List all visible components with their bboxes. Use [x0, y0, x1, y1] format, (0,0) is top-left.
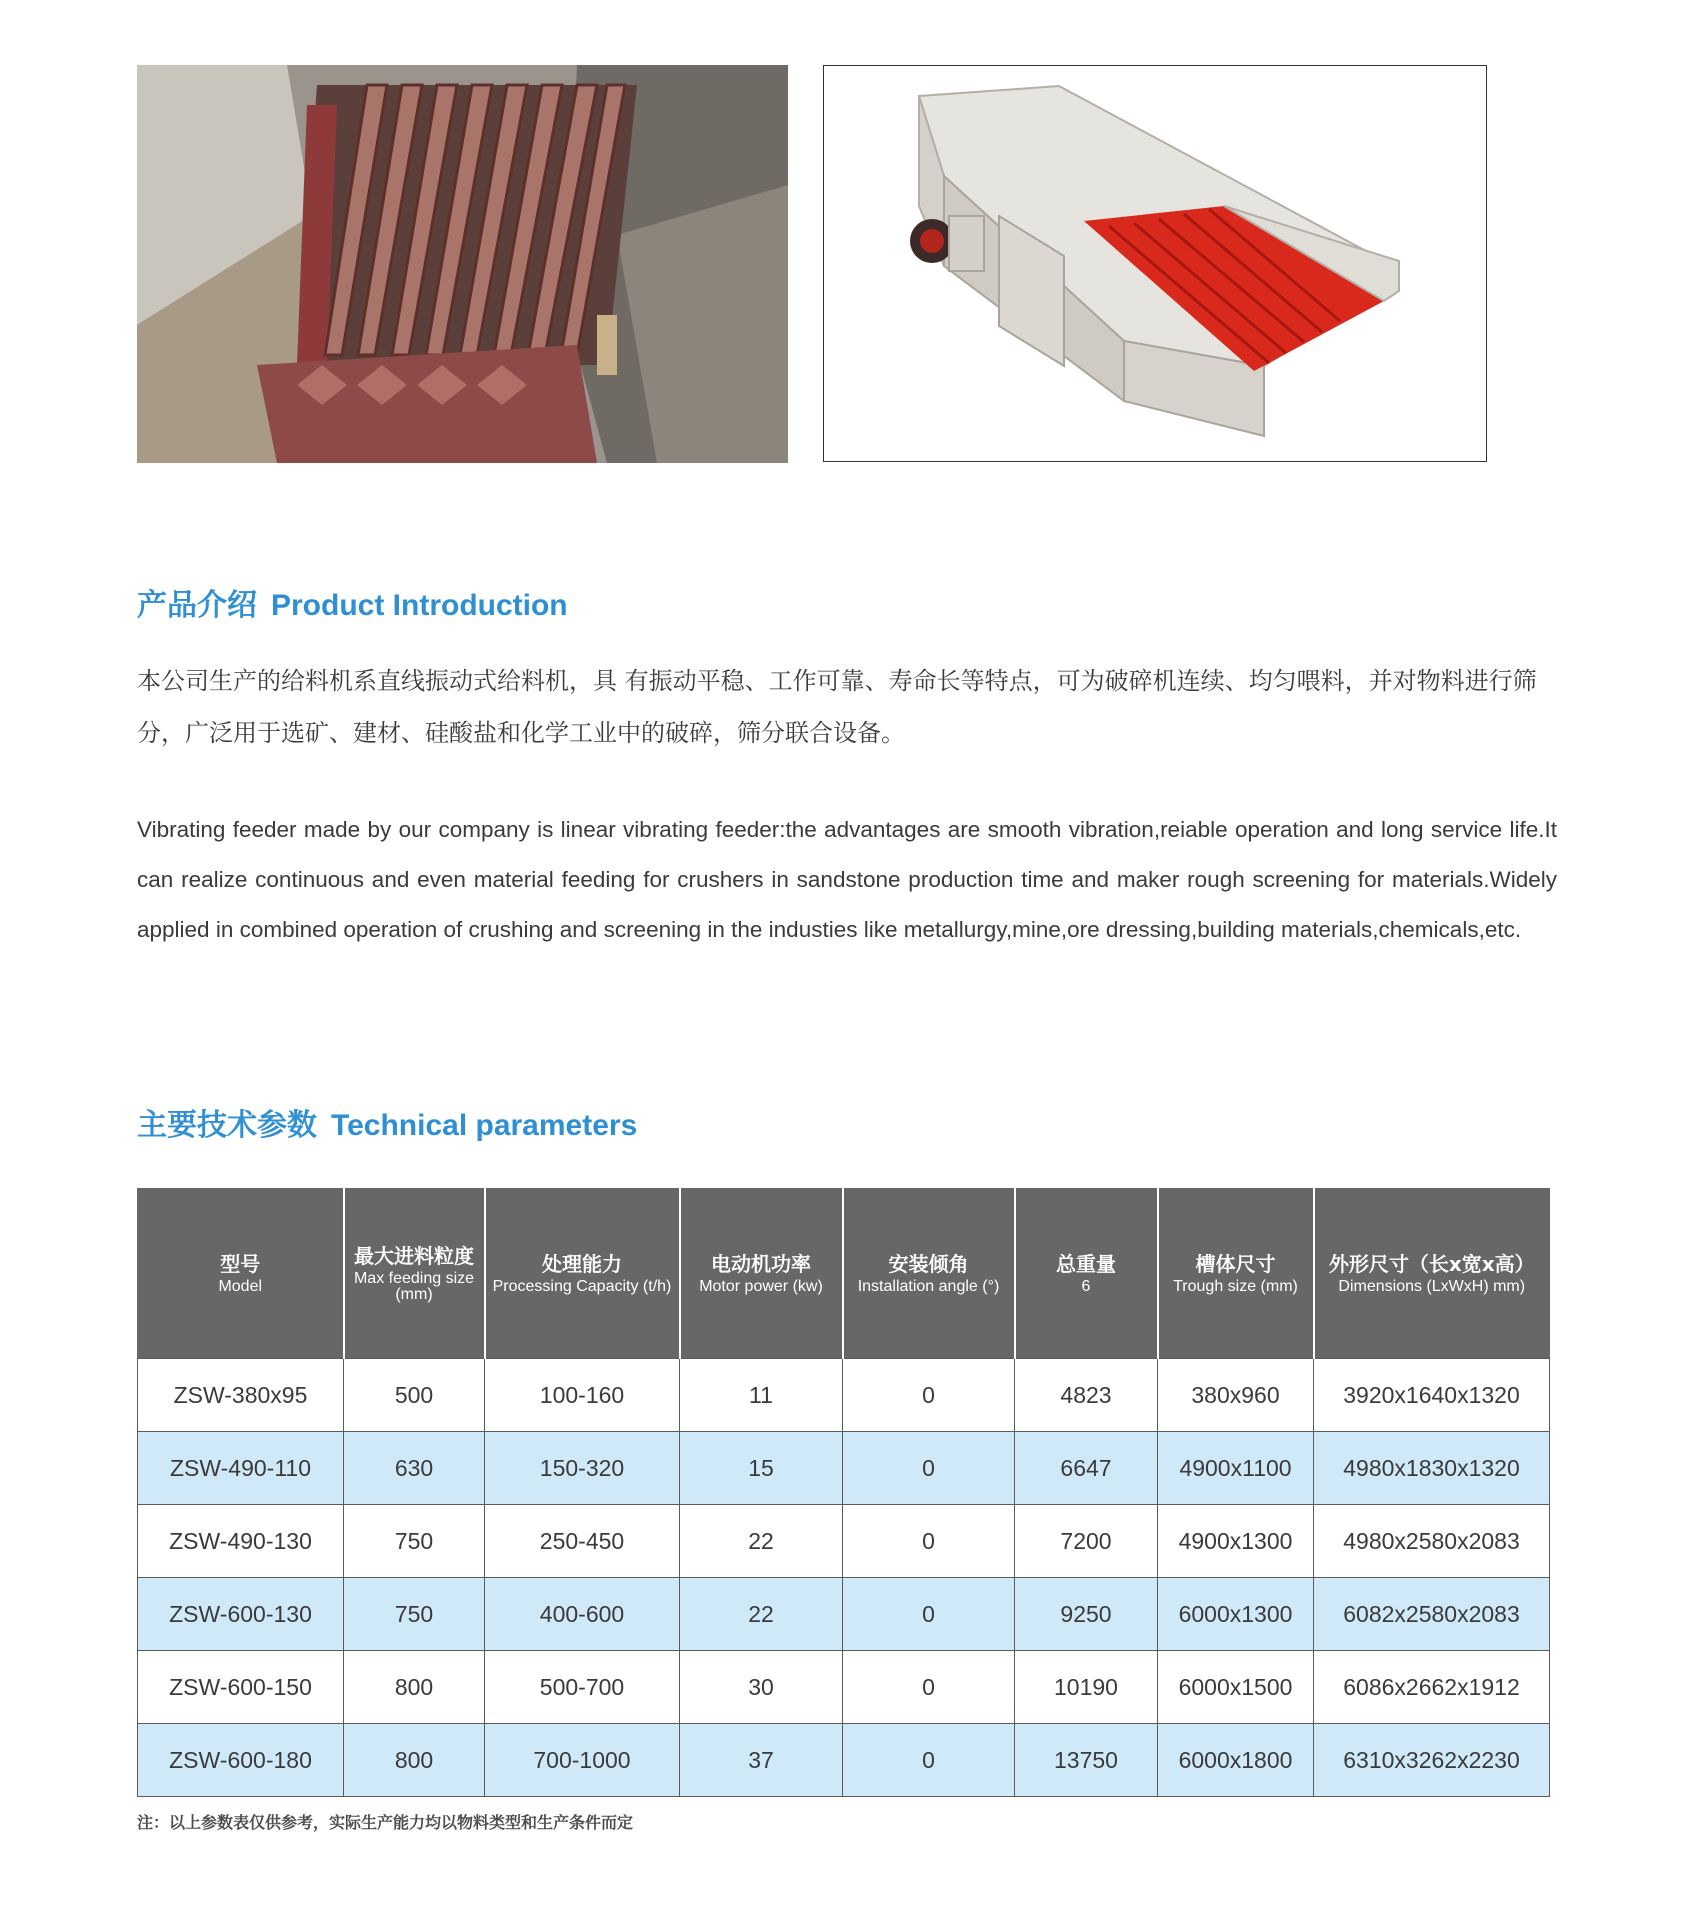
table-row [138, 1651, 1550, 1724]
cell-capacity: 150-320 [485, 1432, 680, 1505]
header-max-feeding-size-en: Max feeding size (mm) [353, 1270, 475, 1303]
cell-model: ZSW-600-150 [138, 1651, 344, 1724]
cell-total-weight: 10190 [1015, 1651, 1158, 1724]
cell-installation-angle: 0 [843, 1432, 1015, 1505]
cell-motor-power: 37 [680, 1724, 843, 1797]
params-heading-en: Technical parameters [331, 1109, 638, 1142]
cell-motor-power: 30 [680, 1651, 843, 1724]
header-dimensions [1314, 1188, 1550, 1359]
header-installation-angle [843, 1188, 1015, 1359]
header-dimensions-zh: 外形尺寸（长x宽x高） [1328, 1252, 1535, 1276]
cell-capacity: 400-600 [485, 1578, 680, 1651]
cell-max-feeding-size: 750 [344, 1505, 485, 1578]
header-dimensions-en: Dimensions (LxWxH) mm) [1338, 1278, 1526, 1295]
table-row [138, 1505, 1550, 1578]
header-installation-angle-zh: 安装倾角 [888, 1252, 969, 1276]
header-trough-size-zh: 槽体尺寸 [1195, 1252, 1276, 1276]
header-trough-size-en: Trough size (mm) [1173, 1278, 1298, 1295]
cell-max-feeding-size: 500 [344, 1359, 485, 1432]
cell-motor-power: 11 [680, 1359, 843, 1432]
cell-capacity: 100-160 [485, 1359, 680, 1432]
cell-total-weight: 6647 [1015, 1432, 1158, 1505]
cell-trough-size: 4900x1300 [1158, 1505, 1314, 1578]
cell-model: ZSW-490-110 [138, 1432, 344, 1505]
params-heading [137, 1100, 637, 1144]
header-motor-power-en: Motor power (kw) [699, 1278, 823, 1295]
intro-heading-zh: 产品介绍 [137, 588, 257, 623]
table-header-row [138, 1188, 1550, 1359]
cell-installation-angle: 0 [843, 1651, 1015, 1724]
cell-trough-size: 4900x1100 [1158, 1432, 1314, 1505]
cell-capacity: 250-450 [485, 1505, 680, 1578]
cell-trough-size: 6000x1500 [1158, 1651, 1314, 1724]
header-total-weight-zh: 总重量 [1056, 1252, 1116, 1276]
cell-dimensions: 4980x2580x2083 [1314, 1505, 1550, 1578]
cell-trough-size: 6000x1300 [1158, 1578, 1314, 1651]
cell-capacity: 500-700 [485, 1651, 680, 1724]
intro-paragraph-en: Vibrating feeder made by our company is linear vibrating feeder:the advantages are smooth vibration,reiable operation and long service life.It can realize continuous and even material feeding for crushers in sandstone production time and maker rough screening for materials.Widely applied in combined operation of crushing and screening in the industies like metallurgy,mine,ore dressing,building materials,chemicals,etc. [137, 817, 1557, 942]
cell-dimensions: 6086x2662x1912 [1314, 1651, 1550, 1724]
cell-max-feeding-size: 750 [344, 1578, 485, 1651]
cell-motor-power: 22 [680, 1505, 843, 1578]
table-row [138, 1578, 1550, 1651]
cell-total-weight: 4823 [1015, 1359, 1158, 1432]
cell-motor-power: 15 [680, 1432, 843, 1505]
cell-model: ZSW-600-180 [138, 1724, 344, 1797]
header-capacity-en: Processing Capacity (t/h) [492, 1278, 672, 1295]
header-model [138, 1188, 344, 1359]
cell-dimensions: 3920x1640x1320 [1314, 1359, 1550, 1432]
cell-model: ZSW-600-130 [138, 1578, 344, 1651]
cell-installation-angle: 0 [843, 1359, 1015, 1432]
cell-total-weight: 9250 [1015, 1578, 1158, 1651]
header-max-feeding-size-zh: 最大进料粒度 [354, 1244, 474, 1268]
header-capacity-zh: 处理能力 [542, 1252, 622, 1276]
cell-trough-size: 380x960 [1158, 1359, 1314, 1432]
header-motor-power-zh: 电动机功率 [711, 1252, 811, 1276]
cell-total-weight: 13750 [1015, 1724, 1158, 1797]
table-footnote: 注：以上参数表仅供参考，实际生产能力均以物料类型和生产条件而定 [137, 1813, 634, 1832]
header-max-feeding-size [344, 1188, 485, 1359]
header-installation-angle-en: Installation angle (°) [857, 1278, 1000, 1295]
feeder-photo-installed [137, 65, 788, 463]
feeder-product-image [823, 65, 1487, 462]
params-heading-zh: 主要技术参数 [137, 1108, 317, 1143]
header-total-weight-en: 6 [1081, 1278, 1091, 1295]
table-row [138, 1359, 1550, 1432]
cell-max-feeding-size: 800 [344, 1651, 485, 1724]
cell-installation-angle: 0 [843, 1578, 1015, 1651]
cell-installation-angle: 0 [843, 1724, 1015, 1797]
cell-capacity: 700-1000 [485, 1724, 680, 1797]
cell-trough-size: 6000x1800 [1158, 1724, 1314, 1797]
cell-max-feeding-size: 630 [344, 1432, 485, 1505]
cell-dimensions: 6082x2580x2083 [1314, 1578, 1550, 1651]
header-total-weight [1015, 1188, 1158, 1359]
header-motor-power [680, 1188, 843, 1359]
cell-model: ZSW-380x95 [138, 1359, 344, 1432]
intro-heading [137, 580, 568, 624]
header-trough-size [1158, 1188, 1314, 1359]
cell-model: ZSW-490-130 [138, 1505, 344, 1578]
cell-installation-angle: 0 [843, 1505, 1015, 1578]
intro-paragraph-zh: 本公司生产的给料机系直线振动式给料机，具 有振动平稳、工作可靠、寿命长等特点，可为破碎机连续、均匀喂料，并对物料进行筛分，广泛用于选矿、建材、硅酸盐和化学工业中的破碎，筛分联合设备。 [137, 667, 1537, 747]
header-model-en: Model [218, 1278, 263, 1295]
table-row [138, 1724, 1550, 1797]
cell-motor-power: 22 [680, 1578, 843, 1651]
cell-dimensions: 4980x1830x1320 [1314, 1432, 1550, 1505]
header-model-zh: 型号 [220, 1252, 261, 1276]
table-row [138, 1432, 1550, 1505]
cell-dimensions: 6310x3262x2230 [1314, 1724, 1550, 1797]
cell-total-weight: 7200 [1015, 1505, 1158, 1578]
header-capacity [485, 1188, 680, 1359]
intro-heading-en: Product Introduction [271, 589, 568, 622]
cell-max-feeding-size: 800 [344, 1724, 485, 1797]
technical-parameters-table [137, 1188, 1550, 1797]
